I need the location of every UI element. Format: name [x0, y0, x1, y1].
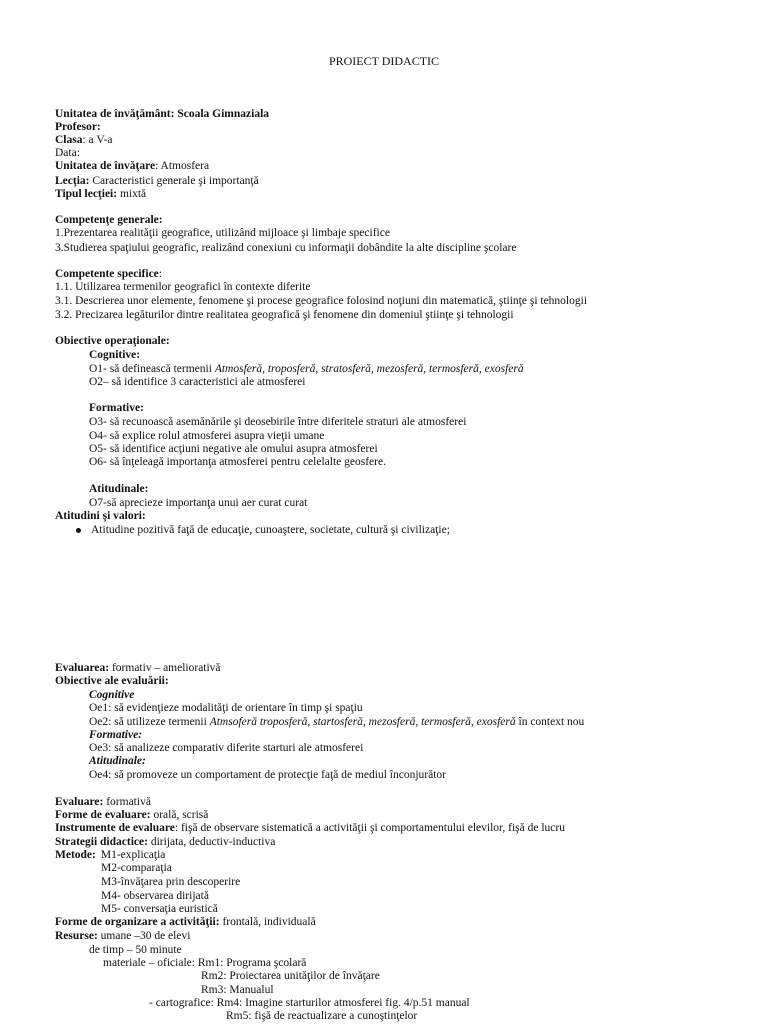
atitudini-heading: Atitudini şi valori:: [55, 510, 146, 522]
profesor-label: Profesor:: [55, 121, 101, 133]
lectia-label: Lecţia:: [55, 175, 90, 187]
metoda-m4: M4- observarea dirijată: [101, 890, 209, 902]
metoda-m2: M2-comparaţia: [101, 862, 172, 874]
list-item: [55, 524, 450, 537]
evaluare-line: [55, 796, 151, 809]
resource-rm4: Rm4: Imagine starturilor atmosferei fig. 4/p.51 manual: [216, 997, 470, 1009]
unitate-invatare-line: [55, 160, 209, 173]
competenta-specifica: 1.1. Utilizarea termenilor geografici în contexte diferite: [55, 281, 311, 293]
tipul-value: mixtă: [117, 188, 147, 200]
materiale-prefix: materiale – oficiale:: [103, 957, 198, 969]
objective-o1: [89, 363, 524, 376]
objective-oe4: Oe4: să promoveze un comportament de protecţie faţă de mediul înconjurător: [89, 769, 447, 781]
materiale-line: [103, 957, 306, 970]
atitudine-text: Atitudine pozitivă faţă de educaţie, cunoaştere, societate, cultură şi civilizaţie;: [91, 524, 450, 536]
evaluarea-label: Evaluarea:: [55, 662, 110, 674]
heading-colon: :: [158, 268, 162, 280]
document-title: PROIECT DIDACTIC: [328, 54, 440, 68]
objective-oe2: [89, 716, 584, 729]
clasa-label: Clasa: [55, 134, 83, 146]
objective-o7: O7-să aprecieze importanţa unui aer curat curat: [89, 497, 308, 509]
cognitive-label: Cognitive:: [89, 349, 141, 361]
obiective-evaluarii-heading: Obiective ale evaluării:: [55, 675, 169, 687]
resurse-label: Resurse:: [55, 930, 98, 942]
data-label: Data:: [55, 147, 80, 159]
tipul-label: Tipul lecţiei:: [55, 188, 118, 200]
resource-rm3: Rm3: Manualul: [201, 984, 274, 996]
forme-evaluare-label: Forme de evaluare:: [55, 809, 151, 821]
forme-evaluare-line: [55, 809, 208, 822]
competente-specifice-heading: Competente specifice: [55, 268, 159, 280]
metoda-m3: M3-învăţarea prin descoperire: [101, 876, 241, 888]
unitate-invatare-label: Unitatea de învăţare: [55, 160, 156, 172]
objective-oe1: Oe1: să evidenţieze modalităţi de orientare în timp şi spaţiu: [89, 702, 363, 714]
metoda-m1: M1-explicaţia: [100, 849, 166, 861]
atitudini-list: [55, 524, 450, 537]
unitate-invatamant: Unitatea de învăţământ: Scoala Gimnaziala: [55, 108, 270, 120]
objective-o4: O4- să explice rolul atmosferei asupra vieţii umane: [89, 430, 325, 442]
competenta-generala: 1.Prezentarea realităţii geografice, utilizând mijloace şi limbaje specifice: [55, 227, 390, 239]
resurse-umane: umane –30 de elevi: [97, 930, 191, 942]
strategii-line: [55, 836, 275, 849]
obiective-operationale-heading: Obiective operaţionale:: [55, 335, 170, 347]
eval-cognitive-label: Cognitive: [89, 689, 135, 701]
organizare-line: [55, 916, 316, 929]
organizare-label: Forme de organizare a activităţii:: [55, 916, 220, 928]
objective-oe3: Oe3: să analizeze comparativ diferite starturi ale atmosferei: [89, 742, 364, 754]
resurse-line: [55, 930, 190, 943]
competenta-specifica: 3.2. Precizarea legăturilor dintre realitatea geografică şi fenomene din domeniul ştiinţe şi tehnologii: [55, 309, 514, 321]
competenta-specifica: 3.1. Descrierea unor elemente, fenomene şi procese geografice folosind noţiuni din matematică, ştiinţe şi tehnologii: [55, 295, 588, 307]
competenta-generala: 3.Studierea spaţiului geografic, realizând conexiuni cu informaţii dobândite la alte discipline şcolare: [55, 242, 517, 254]
evaluare-label: Evaluare:: [55, 796, 104, 808]
tipul-line: [55, 188, 146, 201]
instrumente-value: : fişă de observare sistematică a activităţii şi comportamentului elevilor, fişă de lucru: [174, 822, 565, 834]
instrumente-line: [55, 822, 565, 835]
lectia-value: Caracteristici generale şi importanţă: [89, 175, 259, 187]
o1-text: O1- să definească termenii: [89, 363, 215, 375]
objective-o5: O5- să identifice acţiuni negative ale omului asupra atmosferei: [89, 443, 378, 455]
unitate-invatare-value: : Atmosfera: [155, 160, 210, 172]
instrumente-label: Instrumente de evaluare: [55, 822, 175, 834]
resource-rm1: Rm1: Programa şcolară: [197, 957, 307, 969]
strategii-label: Strategii didactice:: [55, 836, 148, 848]
oe2-suffix: în context nou: [515, 716, 585, 728]
clasa-value: : a V-a: [82, 134, 113, 146]
o1-terms: Atmosferă, troposferă, stratosferă, mezosferă, termosferă, exosferă: [214, 363, 524, 375]
resource-rm5: Rm5: fişă de reactualizare a cunoştinţelor: [226, 1010, 418, 1022]
competente-specifice-heading-line: [55, 268, 162, 281]
evaluarea-line: [55, 662, 221, 675]
strategii-value: dirijata, deductiv-inductiva: [147, 836, 276, 848]
cartografice-prefix: - cartografice:: [149, 997, 217, 1009]
cartografice-line: [149, 997, 470, 1010]
clasa-line: [55, 134, 113, 147]
bullet-icon: [76, 528, 81, 533]
oe2-text: Oe2: să utilizeze termenii: [89, 716, 210, 728]
evaluare-value: formativă: [103, 796, 151, 808]
lectia-line: [55, 175, 259, 188]
formative-label: Formative:: [89, 402, 144, 414]
metoda-m5: M5- conversaţia euristică: [101, 903, 218, 915]
objective-o6: O6- să înţeleagă importanţa atmosferei pentru celelalte geosfere.: [89, 456, 386, 468]
resource-rm2: Rm2: Proiectarea unităţilor de învăţare: [201, 970, 380, 982]
evaluarea-value: formativ – ameliorativă: [109, 662, 221, 674]
forme-evaluare-value: orală, scrisă: [150, 809, 209, 821]
eval-atitudinale-label: Atitudinale:: [89, 755, 146, 767]
competente-generale-heading: Competenţe generale:: [55, 214, 163, 226]
eval-formative-label: Formative:: [89, 729, 143, 741]
resurse-timp: de timp – 50 minute: [89, 944, 182, 956]
objective-o3: O3- să recunoască asemănările şi deosebirile între diferitele straturi ale atmosferei: [89, 416, 467, 428]
organizare-value: frontală, individuală: [219, 916, 316, 928]
objective-o2: O2– să identifice 3 caracteristici ale atmosferei: [89, 376, 306, 388]
oe2-terms: Atmsoferă troposferă, startosferă, mezosferă, termosferă, exosferă: [209, 716, 516, 728]
metode-label: Metode:: [55, 849, 96, 861]
metode-line: [55, 849, 165, 862]
atitudinale-label: Atitudinale:: [89, 483, 149, 495]
